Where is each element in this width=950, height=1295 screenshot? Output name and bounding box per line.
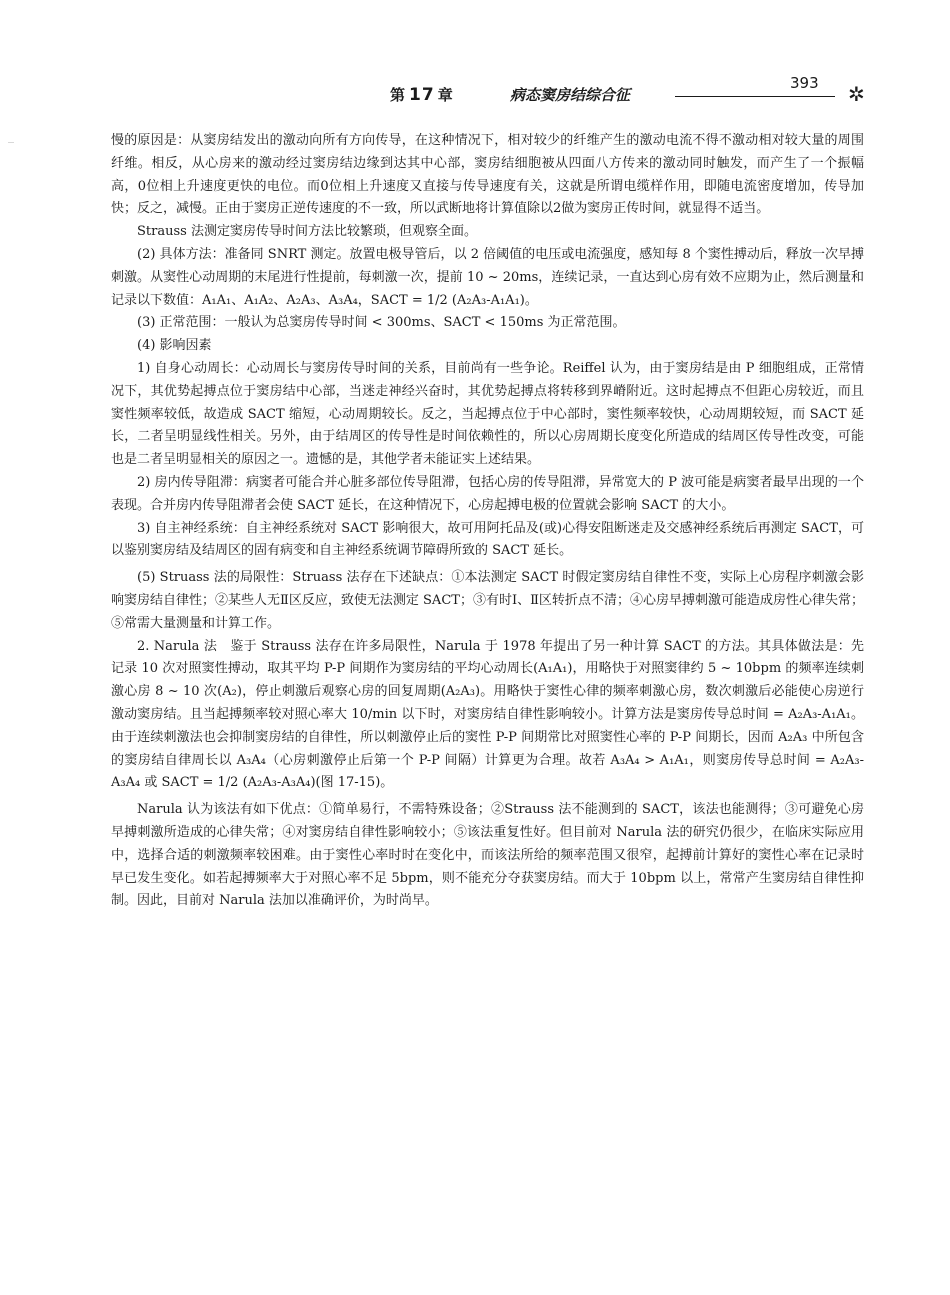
- page-number: 393: [790, 74, 819, 92]
- paragraph-8: 3) 自主神经系统：自主神经系统对 SACT 影响很大，故可用阿托品及(或)心得安阻断迷走及交感神经系统后再测定 SACT，可以鉴别窦房结及结周区的固有病变和自主神经系统调节障碍所致的 SACT 延长。: [111, 520, 864, 559]
- running-header: [390, 74, 890, 108]
- scan-mark: [8, 142, 14, 145]
- paragraph-10: 2. Narula 法 鉴于 Strauss 法存在许多局限性，Narula 于 1978 年提出了另一种计算 SACT 的方法。其具体做法是：先记录 10 次对照窦性搏动，取其平均 P-P 间期作为窦房结的平均心动周长(A₁A₁)，用略快于对照窦律约 5 ~ 10bpm 的频率连续刺激心房 8 ~ 10 次(A₂)，停止刺激后观察心房的回复周期(A₂A₃)。用略快于窦性心律的频率刺激心房，数次刺激后必能使心房逆行激动窦房结。且当起搏频率较对照心率大 10/min 以下时，对窦房结自律性影响较小。计算方法是窦房传导总时间 = A₂A₃-A₁A₁。由于连续刺激法也会抑制窦房结的自律性，所以刺激停止后的窦性 P-P 间期常比对照窦性心率的 P-P 间期长，因而 A₂A₃ 中所包含的窦房结自律周长以 A₃A₄（心房刺激停止后第一个 P-P 间隔）计算更为合理。故若 A₃A₄ > A₁A₁，则窦房传导总时间 = A₂A₃-A₃A₄ 或 SACT = 1/2 (A₂A₃-A₃A₄)(图 17-15)。: [111, 638, 864, 791]
- paragraph-5: (4) 影响因素: [137, 338, 212, 354]
- chapter-prefix: 第: [390, 86, 407, 104]
- paragraph-9: (5) Struass 法的局限性：Struass 法存在下述缺点：①本法测定 SACT 时假定窦房结自律性不变，实际上心房程序刺激会影响窦房结自律性；②某些人无Ⅱ区反应，致使无法测定 SACT；③有时Ⅰ、Ⅱ区转折点不清；④心房早搏刺激可能造成房性心律失常；⑤常需大量测量和计算工作。: [111, 570, 864, 631]
- paragraph-1: 慢的原因是：从窦房结发出的激动向所有方向传导，在这种情况下，相对较少的纤维产生的激动电流不得不激动相对较大量的周围纤维。相反，从心房来的激动经过窦房结边缘到达其中心部，窦房结细胞被从四面八方传来的激动同时触发，而产生了一个振幅高，0位相上升速度更快的电位。而0位相上升速度又直接与传导速度有关，这就是所谓电缆样作用，即随电流密度增加，传导加快；反之，减慢。正由于窦房正逆传速度的不一致，所以武断地将计算值除以2做为窦房正传时间，就显得不适当。: [111, 133, 864, 217]
- header-rule: [675, 96, 835, 97]
- paragraph-4: (3) 正常范围：一般认为总窦房传导时间 < 300ms、SACT < 150ms 为正常范围。: [137, 315, 626, 331]
- asterisk-ornament-icon: ✲: [848, 82, 865, 106]
- paragraph-7: 2) 房内传导阻滞：病窦者可能合并心脏多部位传导阻滞，包括心房的传导阻滞，异常宽大的 P 波可能是病窦者最早出现的一个表现。合并房内传导阻滞者会使 SACT 延长，在这种情况下，心房起搏电极的位置就会影响 SACT 的大小。: [111, 474, 864, 513]
- paragraph-11: Narula 认为该法有如下优点：①简单易行，不需特殊设备；②Strauss 法不能测到的 SACT，该法也能测得；③可避免心房早搏刺激所造成的心律失常；④对窦房结自律性影响较小；⑤该法重复性好。但目前对 Narula 法的研究仍很少，在临床实际应用中，选择合适的刺激频率较困难。由于窦性心率时时在变化中，而该法所给的频率范围又很窄，起搏前计算好的窦性心率在记录时早已发生变化。如若起搏频率大于对照心率不足 5bpm，则不能充分夺获窦房结。而大于 10bpm 以上，常常产生窦房结自律性抑制。因此，目前对 Narula 法加以准确评价，为时尚早。: [111, 802, 864, 909]
- chapter-number: 17: [409, 85, 435, 105]
- paragraph-2: Strauss 法测定窦房传导时间方法比较繁琐，但观察全面。: [137, 224, 477, 240]
- chapter-label: [390, 84, 454, 105]
- chapter-title: 病态窦房结综合征: [510, 86, 631, 104]
- paragraph-6: 1) 自身心动周长：心动周长与窦房传导时间的关系，目前尚有一些争论。Reiffel 认为，由于窦房结是由 P 细胞组成，正常情况下，其优势起搏点位于窦房结中心部，当迷走神经兴奋时，其优势起搏点将转移到界嵴附近。这时起搏点不但距心房较近，而且窦性频率较低，故造成 SACT 缩短，心动周期较长。反之，当起搏点位于中心部时，窦性频率较快，心动周期较短，而 SACT 延长，二者呈明显线性相关。另外，由于结周区的传导性是时间依赖性的，所以心房周期长度变化所造成的结周区传导性改变，可能也是二者呈明显相关的原因之一。遗憾的是，其他学者未能证实上述结果。: [111, 360, 864, 468]
- chapter-suffix: 章: [437, 86, 454, 104]
- paragraph-3: (2) 具体方法：准备同 SNRT 测定。放置电极导管后，以 2 倍阈值的电压或电流强度，感知每 8 个窦性搏动后，释放一次早搏刺激。从窦性心动周期的末尾进行性提前，每刺激一次，提前 10 ~ 20ms，连续记录，一直达到心房有效不应期为止，然后测量和记录以下数值：A₁A₁、A₁A₂、A₂A₃、A₃A₄，SACT = 1/2 (A₂A₃-A₁A₁)。: [111, 246, 864, 308]
- body-text: [111, 130, 864, 913]
